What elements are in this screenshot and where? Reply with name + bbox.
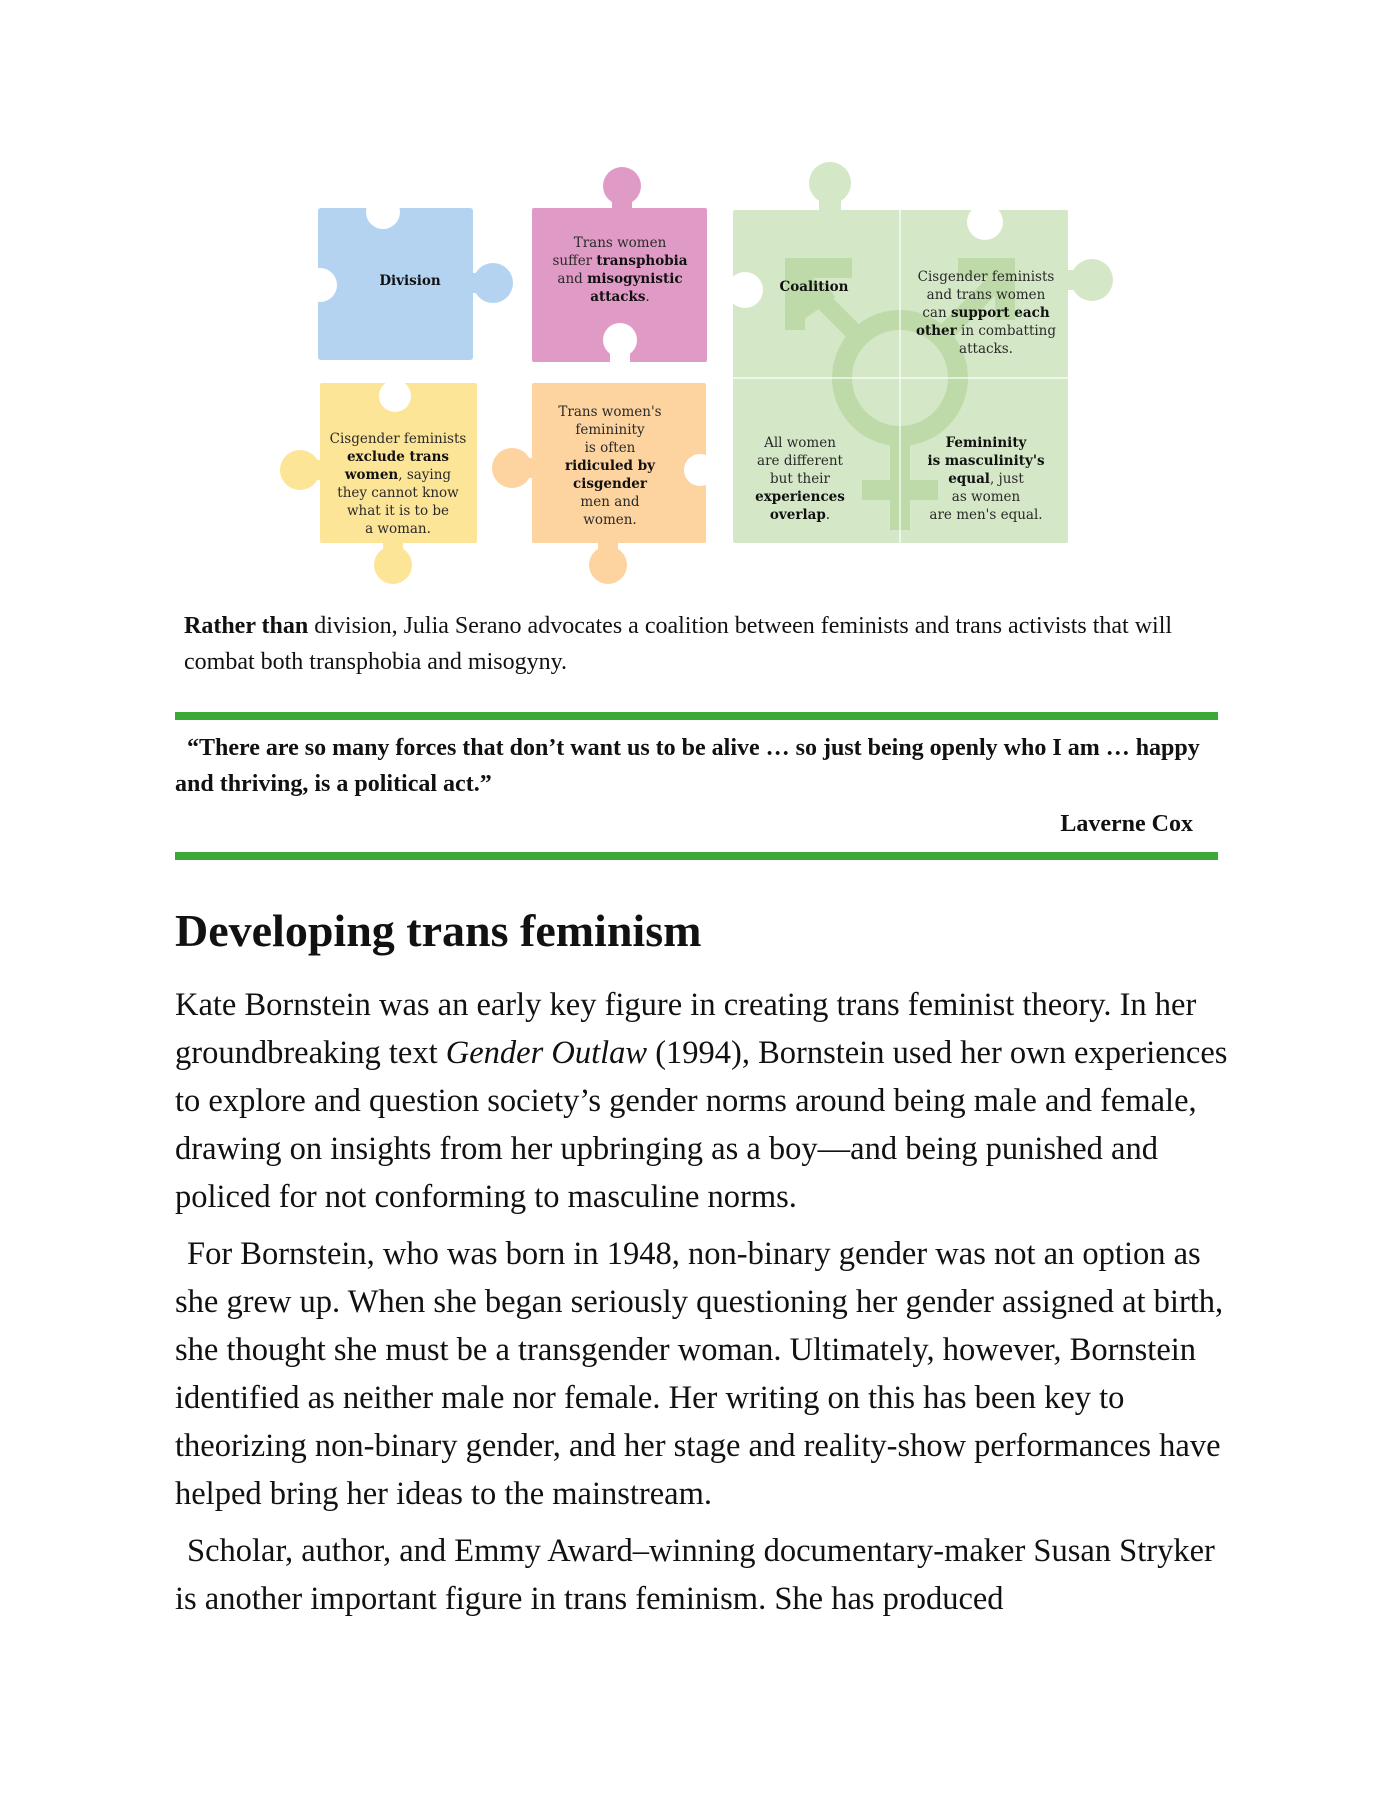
puzzle-text-line [558,439,661,457]
quote-rule-bottom [175,852,1218,860]
puzzle-text-line [927,434,1044,452]
text-segment: and [557,271,588,287]
puzzle-text-line [755,506,845,524]
puzzle-text-line [552,234,687,252]
puzzle-text-line [916,322,1056,340]
puzzle-text-exclusion [330,430,467,538]
text-segment: men and [580,494,640,510]
bold-segment: exclude trans [346,449,450,465]
bold-segment: ridiculed by [564,458,655,474]
puzzle-text-line [558,511,661,529]
puzzle-text-equal [927,434,1044,524]
text-segment: . [645,289,650,305]
bold-segment: equal [948,471,990,487]
bold-segment: is masculinity's [927,453,1045,469]
caption-lead: Rather than [184,613,309,639]
text-segment: Cisgender feminists [917,269,1055,285]
p1-text: Kate Bornstein was an early key figure in creating trans feminist theory. In her groundbreaking text [175,987,1197,1071]
text-segment: a woman. [365,521,431,537]
puzzle-text-different [755,434,845,524]
puzzle-text-line [927,470,1044,488]
bold-segment: experiences [755,489,845,505]
quote-author: Laverne Cox [1060,811,1193,837]
pull-quote: “There are so many forces that don’t want us to be alive … so just being openly who I am … happy and thriving, is a political act.” [175,735,1200,797]
puzzle-text-line [927,452,1044,470]
bold-segment: attacks [590,289,646,305]
puzzle-text-line [330,466,467,484]
text-segment: is often [584,440,636,456]
puzzle-text-ridicule [558,403,661,529]
bold-segment: support each [950,305,1050,321]
bold-segment: other [915,323,957,339]
puzzle-text-line [558,475,661,493]
bold-segment: Division [379,273,441,289]
text-segment: Cisgender feminists [329,431,467,447]
paragraph-3: Scholar, author, and Emmy Award–winning documentary-maker Susan Stryker is another important figure in trans feminism. She has produced [175,1533,1215,1617]
puzzle-text-line [916,304,1056,322]
bold-segment: overlap [769,507,826,523]
text-segment: but their [770,471,830,487]
puzzle-text-line [330,430,467,448]
text-segment: femininity [575,422,645,438]
puzzle-text-line [755,488,845,506]
puzzle-text-coalition [780,278,849,296]
quote-rule-top [175,712,1218,720]
bold-segment: women [344,467,399,483]
p1-text-cont: (1994), Bornstein used her own experiences to explore and question society’s gender norms around being male and female, drawing on insights from her upbringing as a boy—and being punished and policed for not conforming to masculine norms. [175,1035,1228,1215]
puzzle-text-line [927,488,1044,506]
puzzle-text-line [552,288,687,306]
text-segment: suffer [552,253,597,269]
puzzle-text-line [330,484,467,502]
book-title: Gender Outlaw [445,1035,648,1071]
puzzle-text-line [755,452,845,470]
text-segment: and trans women [926,287,1046,303]
puzzle-text-line [916,340,1056,358]
paragraph-2: For Bornstein, who was born in 1948, non-binary gender was not an option as she grew up. When she began seriously questioning her gender assigned at birth, she thought she must be a transgender woman. Ultimately, however, Bornstein identified as neither male nor female. Her writing on this has been key to theorizing non-binary gender, and her stage and reality-show performances have helped bring her ideas to the mainstream. [175,1236,1224,1512]
text-segment: can [922,305,951,321]
text-segment: are different [757,453,843,469]
bold-segment: misogynistic [587,271,683,287]
puzzle-text-line [558,457,661,475]
bold-segment: Coalition [779,279,849,295]
paragraph-1 [175,981,1235,1221]
puzzle-text-line [552,252,687,270]
body-text [175,981,1235,1632]
text-segment: attacks. [959,341,1013,357]
puzzle-text-line [780,278,849,296]
puzzle-text-line [330,520,467,538]
puzzle-text-line [330,502,467,520]
puzzle-text-line [916,268,1056,286]
puzzle-text-line [558,493,661,511]
section-heading: Developing trans feminism [175,905,702,956]
puzzle-text-division [379,272,440,290]
text-segment: they cannot know [337,485,459,501]
bold-segment: Femininity [945,435,1027,451]
text-segment: what it is to be [346,503,450,519]
puzzle-text-line [330,448,467,466]
puzzle-text-line [558,403,661,421]
figure-caption [184,608,1224,680]
text-segment: in combatting [956,323,1057,339]
puzzle-text-line [927,506,1044,524]
puzzle-text-line [379,272,440,290]
text-segment: as women [951,489,1021,505]
text-segment: , saying [398,467,452,483]
puzzle-text-line [755,470,845,488]
text-segment: . [825,507,831,523]
text-segment: , just [989,471,1024,487]
puzzle-text-line [755,434,845,452]
puzzle-illustration [0,0,1391,600]
caption-text: division, Julia Serano advocates a coalition between feminists and trans activists that will combat both transphobia and misogyny. [184,613,1173,675]
text-segment: Trans women's [558,404,662,420]
text-segment: women. [583,512,637,528]
text-segment: All women [764,435,836,451]
text-segment: Trans women [573,235,667,251]
bold-segment: transphobia [596,253,688,269]
puzzle-text-support [916,268,1056,358]
bold-segment: cisgender [573,476,647,492]
puzzle-text-transphobia [552,234,687,306]
puzzle-text-line [916,286,1056,304]
puzzle-text-line [552,270,687,288]
puzzle-text-line [558,421,661,439]
text-segment: are men's equal. [929,507,1043,523]
